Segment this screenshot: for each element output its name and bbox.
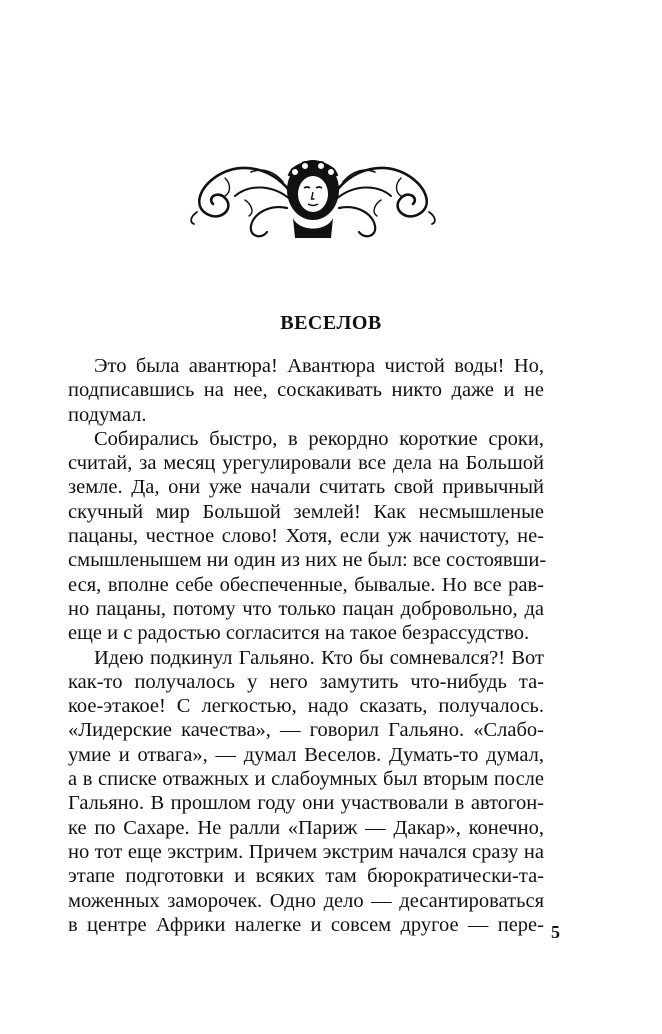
text-line: но тот еще экстрим. Причем экстрим начался сразу на <box>68 840 544 863</box>
text-line: а в списке отважных и слабоумных был вторым после <box>68 768 544 791</box>
right-scroll-ornament <box>335 168 435 236</box>
chapter-title: ВЕСЕЛОВ <box>280 312 382 334</box>
text-line: Это была авантюра! Авантюра чистой воды! Но, <box>94 355 544 377</box>
cherub-ornament <box>185 142 441 244</box>
text-line: еще и с радостью согласится на такое безрассудство. <box>68 622 530 645</box>
body-text <box>68 354 547 937</box>
text-line: Идею подкинул Гальяно. Кто бы сомневался?! Вот <box>94 646 544 669</box>
text-line: «Лидерские качества», — говорил Гальяно. «Слабо- <box>68 719 544 742</box>
text-line: Гальяно. В прошлом году они участвовали в автогон- <box>68 792 544 815</box>
text-line: подумал. <box>68 403 147 426</box>
text-line: скучный мир Большой землей! Как несмышленые <box>68 500 544 523</box>
text-line: этапе подготовки и всяких там бюрократически-та- <box>68 865 544 888</box>
text-line: моженных заморочек. Одно дело — десантироваться <box>68 889 544 912</box>
text-line: в центре Африки налегке и совсем другое — пере- <box>68 913 544 936</box>
text-line: Собирались быстро, в рекордно короткие сроки, <box>94 427 544 450</box>
page-number: 5 <box>551 922 560 942</box>
text-line: но пацаны, потому что только пацан добровольно, да <box>68 597 544 620</box>
text-line: умие и отвага», — думал Веселов. Думать-то думал, <box>68 743 544 766</box>
text-line: ке по Сахаре. Не ралли «Париж — Дакар», конечно, <box>68 816 544 839</box>
text-line: кое-этакое! С легкостью, надо сказать, получалось. <box>68 695 544 718</box>
text-line: считай, за месяц урегулировали все дела на Большой <box>68 452 544 475</box>
text-line: подписавшись на нее, соскакивать никто даже и не <box>68 379 544 402</box>
left-scroll-ornament <box>191 168 291 236</box>
text-line: земле. Да, они уже начали считать свой привычный <box>68 476 544 499</box>
cherub-face-icon <box>287 160 339 238</box>
text-line: еся, вполне себе обеспеченные, бывалые. Но все рав- <box>68 573 544 596</box>
text-line: пацаны, честное слово! Хотя, если уж начистоту, не- <box>68 525 544 548</box>
text-line: как-то получалось у него замутить что-нибудь та- <box>68 670 544 693</box>
text-line: смышленышем ни один из них не был: все состоявши- <box>68 549 547 572</box>
